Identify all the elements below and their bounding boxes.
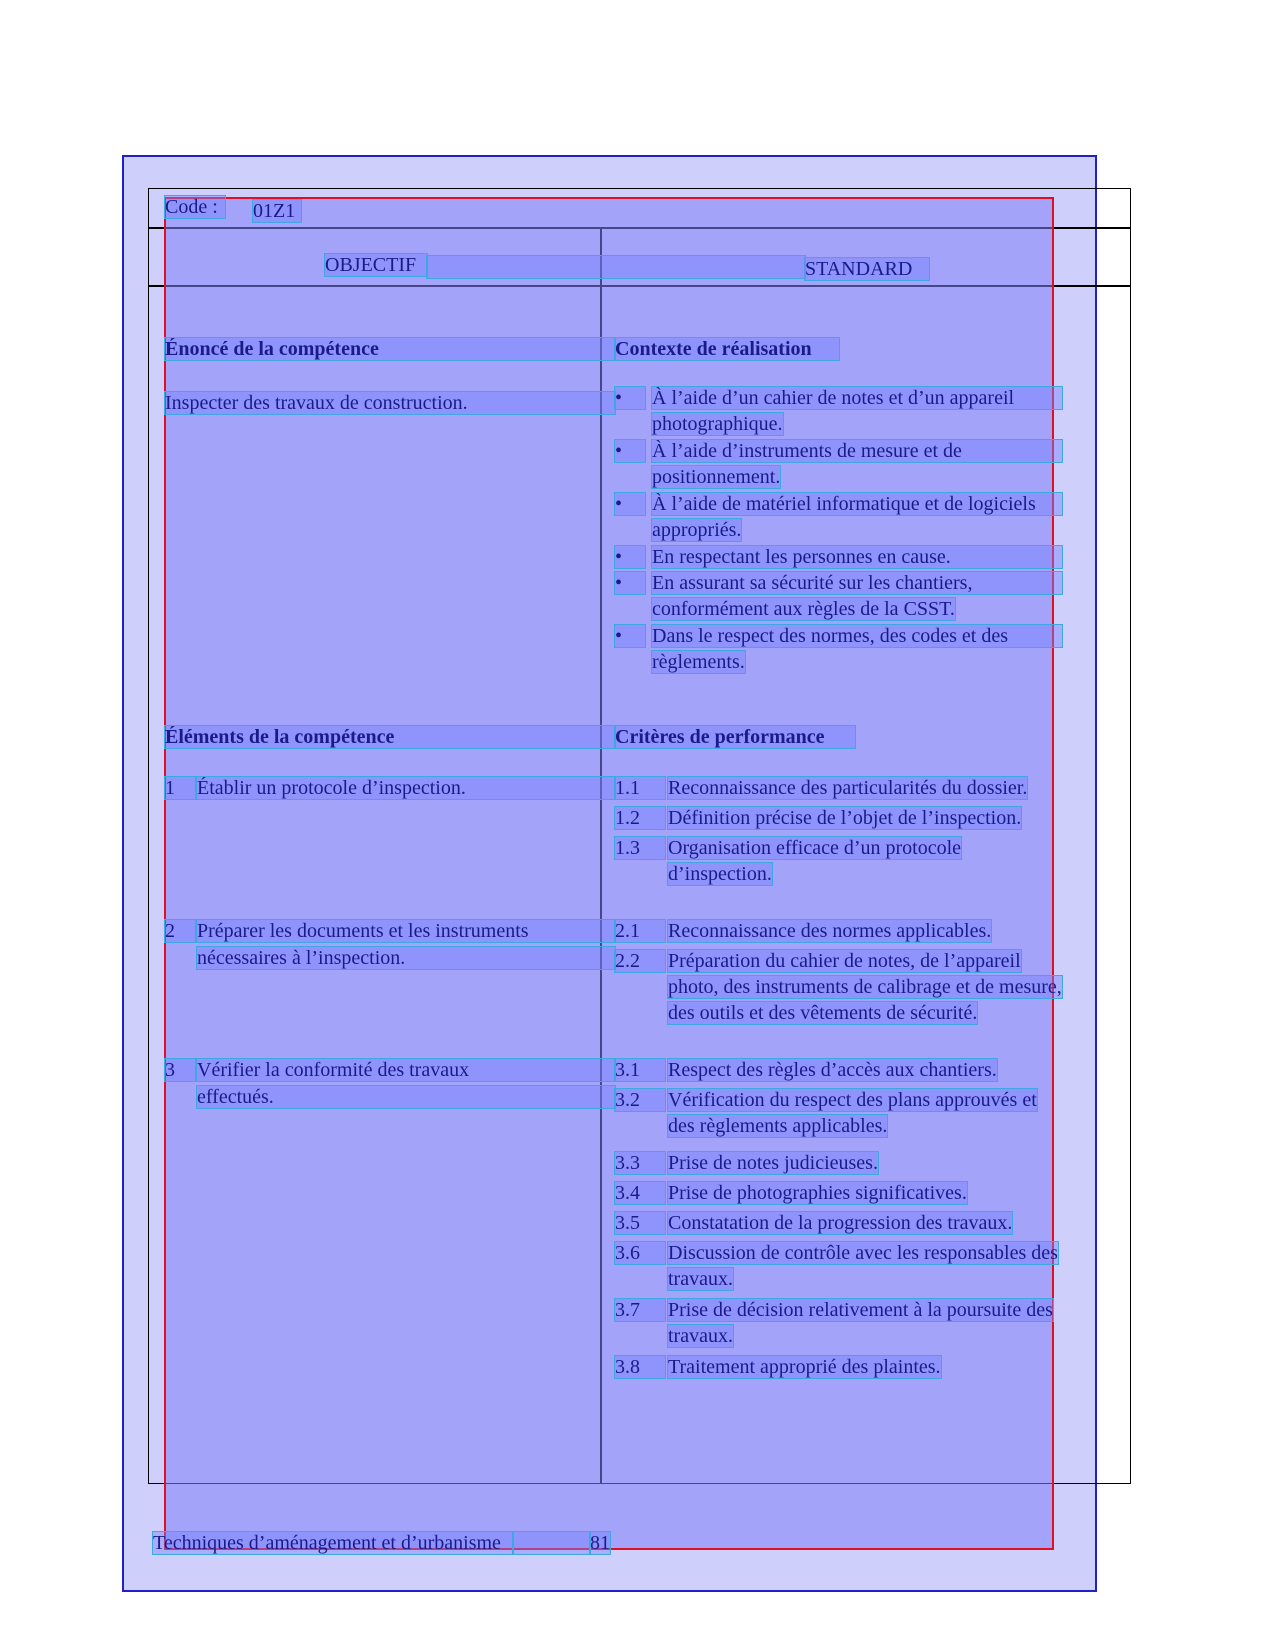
critere-number: 1.2 bbox=[615, 807, 665, 829]
element-number: 3 bbox=[165, 1059, 195, 1081]
critere-number: 3.3 bbox=[615, 1152, 665, 1174]
critere-text-line: Vérification du respect des plans approuvés et bbox=[668, 1089, 1037, 1111]
bullet-icon: • bbox=[615, 546, 645, 568]
bullet-text-line: En respectant les personnes en cause. bbox=[652, 546, 1062, 568]
contexte-heading: Contexte de réalisation bbox=[615, 338, 839, 360]
enonce-text: Inspecter des travaux de construction. bbox=[165, 392, 615, 414]
element-text-line: nécessaires à l’inspection. bbox=[197, 947, 615, 969]
critere-number: 1.3 bbox=[615, 837, 665, 859]
elements-heading: Éléments de la compétence bbox=[165, 726, 615, 748]
bullet-text-line: appropriés. bbox=[652, 519, 742, 541]
footer-highlight bbox=[513, 1532, 590, 1554]
element-text-line: effectués. bbox=[197, 1086, 615, 1108]
critere-number: 3.4 bbox=[615, 1182, 665, 1204]
column-header-standard: STANDARD bbox=[805, 258, 929, 280]
critere-text-line: travaux. bbox=[668, 1325, 733, 1347]
code-label: Code : bbox=[165, 196, 225, 218]
critere-text-line: Prise de notes judicieuses. bbox=[668, 1152, 878, 1174]
critere-text-line: des règlements applicables. bbox=[668, 1115, 888, 1137]
critere-text-line: Organisation efficace d’un protocole bbox=[668, 837, 962, 859]
critere-text-line: photo, des instruments de calibrage et de mesure, bbox=[668, 976, 1062, 998]
critere-text-line: Préparation du cahier de notes, de l’appareil bbox=[668, 950, 1021, 972]
critere-number: 3.2 bbox=[615, 1089, 665, 1111]
bullet-text-line: positionnement. bbox=[652, 466, 781, 488]
bullet-text-line: Dans le respect des normes, des codes et des bbox=[652, 625, 1062, 647]
element-number: 2 bbox=[165, 920, 195, 942]
bullet-text-line: En assurant sa sécurité sur les chantiers, bbox=[652, 572, 1062, 594]
bullet-icon: • bbox=[615, 440, 645, 462]
critere-text-line: Reconnaissance des normes applicables. bbox=[668, 920, 992, 942]
critere-number: 3.5 bbox=[615, 1212, 665, 1234]
bullet-icon: • bbox=[615, 625, 645, 647]
element-text-line: Vérifier la conformité des travaux bbox=[197, 1059, 615, 1081]
element-text-line: Préparer les documents et les instruments bbox=[197, 920, 615, 942]
critere-text-line: Reconnaissance des particularités du dossier. bbox=[668, 777, 1028, 799]
bullet-text-line: règlements. bbox=[652, 651, 745, 673]
header-row-highlight bbox=[427, 256, 805, 278]
code-value: 01Z1 bbox=[253, 200, 301, 222]
bullet-icon: • bbox=[615, 387, 645, 409]
critere-text-line: Définition précise de l’objet de l’inspection. bbox=[668, 807, 1022, 829]
enonce-heading: Énoncé de la compétence bbox=[165, 338, 615, 360]
critere-text-line: Constatation de la progression des travaux. bbox=[668, 1212, 1013, 1234]
critere-number: 1.1 bbox=[615, 777, 665, 799]
element-text-line: Établir un protocole d’inspection. bbox=[197, 777, 615, 799]
critere-text-line: des outils et des vêtements de sécurité. bbox=[668, 1002, 978, 1024]
footer-title: Techniques d’aménagement et d’urbanisme bbox=[153, 1532, 513, 1554]
critere-text-line: Prise de décision relativement à la poursuite des bbox=[668, 1299, 1053, 1321]
bullet-icon: • bbox=[615, 493, 645, 515]
element-number: 1 bbox=[165, 777, 195, 799]
footer-page-number: 81 bbox=[590, 1532, 610, 1554]
critere-text-line: Discussion de contrôle avec les responsables des bbox=[668, 1242, 1058, 1264]
column-header-objectif: OBJECTIF bbox=[325, 254, 427, 276]
critere-text-line: Respect des règles d’accès aux chantiers. bbox=[668, 1059, 997, 1081]
bullet-text-line: À l’aide de matériel informatique et de logiciels bbox=[652, 493, 1062, 515]
bullet-text-line: photographique. bbox=[652, 413, 783, 435]
critere-text-line: Traitement approprié des plaintes. bbox=[668, 1356, 941, 1378]
critere-number: 3.1 bbox=[615, 1059, 665, 1081]
critere-number: 3.7 bbox=[615, 1299, 665, 1321]
critere-text-line: d’inspection. bbox=[668, 863, 772, 885]
critere-text-line: Prise de photographies significatives. bbox=[668, 1182, 967, 1204]
criteres-heading: Critères de performance bbox=[615, 726, 855, 748]
bullet-text-line: À l’aide d’instruments de mesure et de bbox=[652, 440, 1062, 462]
critere-text-line: travaux. bbox=[668, 1268, 733, 1290]
critere-number: 3.8 bbox=[615, 1356, 665, 1378]
bullet-text-line: À l’aide d’un cahier de notes et d’un appareil bbox=[652, 387, 1062, 409]
bullet-text-line: conformément aux règles de la CSST. bbox=[652, 598, 955, 620]
critere-number: 2.1 bbox=[615, 920, 665, 942]
critere-number: 3.6 bbox=[615, 1242, 665, 1264]
critere-number: 2.2 bbox=[615, 950, 665, 972]
bullet-icon: • bbox=[615, 572, 645, 594]
